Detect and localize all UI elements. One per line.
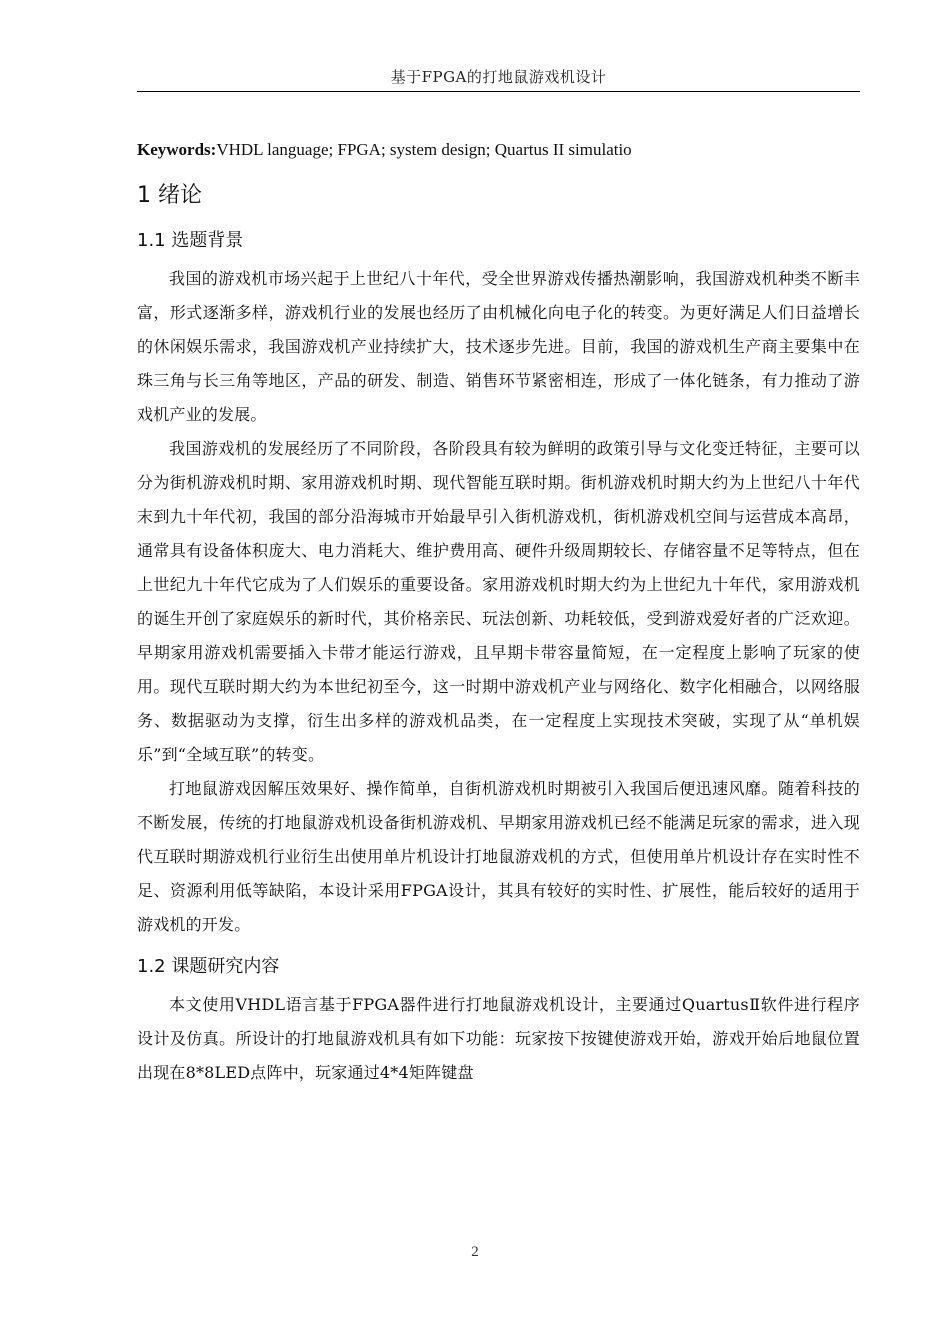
running-header-title: 基于FPGA的打地鼠游戏机设计 <box>390 68 607 86</box>
keywords-line <box>137 138 860 162</box>
keywords-text: VHDL language; FPGA; system design; Quartus II simulatio <box>216 140 632 159</box>
section-1-2-title: 1.2 课题研究内容 <box>137 956 280 977</box>
paragraph: 我国游戏机的发展经历了不同阶段，各阶段具有较为鲜明的政策引导与文化变迁特征，主要可以分为街机游戏机时期、家用游戏机时期、现代智能互联时期。街机游戏机时期大约为上世纪八十年代末到九十年代初，我国的部分沿海城市开始最早引入街机游戏机，街机游戏机空间与运营成本高昂，通常具有设备体积庞大、电力消耗大、维护费用高、硬件升级周期较长、存储容量不足等特点，但在上世纪九十年代它成为了人们娱乐的重要设备。家用游戏机时期大约为上世纪九十年代，家用游戏机的诞生开创了家庭娱乐的新时代，其价格亲民、玩法创新、功耗较低，受到游戏爱好者的广泛欢迎。早期家用游戏机需要插入卡带才能运行游戏，且早期卡带容量简短，在一定程度上影响了玩家的使用。现代互联时期大约为本世纪初至今，这一时期中游戏机产业与网络化、数字化相融合，以网络服务、数据驱动为支撑，衍生出多样的游戏机品类，在一定程度上实现技术突破，实现了从“单机娱乐”到“全域互联”的转变。 <box>137 439 860 764</box>
section-1-1-title: 1.1 选题背景 <box>137 230 244 251</box>
chapter-title: 1 绪论 <box>137 183 202 208</box>
header-rule <box>137 91 860 92</box>
page-content <box>137 138 860 1090</box>
paragraph: 本文使用VHDL语言基于FPGA器件进行打地鼠游戏机设计，主要通过QuartusⅡ软件进行程序设计及仿真。所设计的打地鼠游戏机具有如下功能：玩家按下按键使游戏开始，游戏开始后地鼠位置出现在8*8LED点阵中，玩家通过4*4矩阵键盘 <box>137 995 860 1082</box>
paragraph: 打地鼠游戏因解压效果好、操作简单，自街机游戏机时期被引入我国后便迅速风靡。随着科技的不断发展，传统的打地鼠游戏机设备街机游戏机、早期家用游戏机已经不能满足玩家的需求，进入现代互联时期游戏机行业衍生出使用单片机设计打地鼠游戏机的方式，但使用单片机设计存在实时性不足、资源利用低等缺陷，本设计采用FPGA设计，其具有较好的实时性、扩展性，能后较好的适用于游戏机的开发。 <box>137 779 860 934</box>
page-number: 2 <box>471 1244 479 1260</box>
paragraph: 我国的游戏机市场兴起于上世纪八十年代，受全世界游戏传播热潮影响，我国游戏机种类不断丰富，形式逐渐多样，游戏机行业的发展也经历了由机械化向电子化的转变。为更好满足人们日益增长的休闲娱乐需求，我国游戏机产业持续扩大，技术逐步先进。目前，我国的游戏机生产商主要集中在珠三角与长三角等地区，产品的研发、制造、销售环节紧密相连，形成了一体化链条，有力推动了游戏机产业的发展。 <box>137 269 860 424</box>
keywords-label: Keywords: <box>137 140 217 159</box>
